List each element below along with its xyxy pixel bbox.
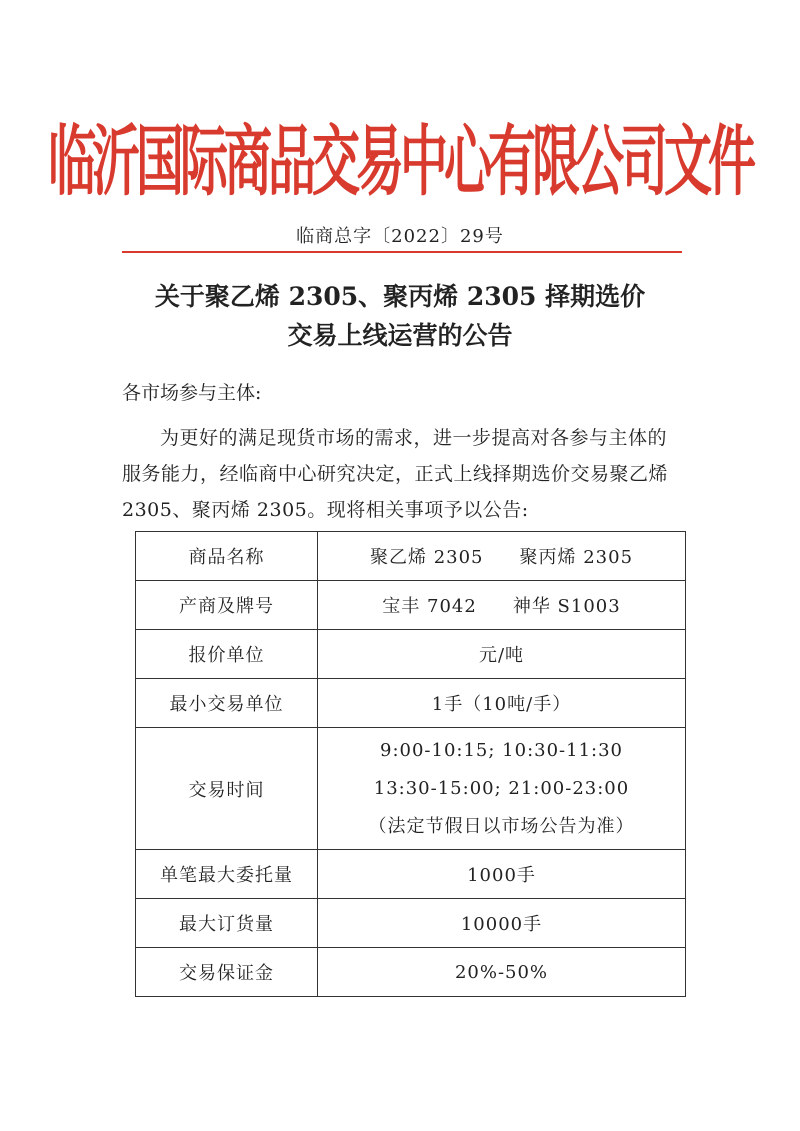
org-header-title: 临沂国际商品交易中心有限公司文件 bbox=[47, 117, 752, 208]
brand-cell bbox=[318, 581, 686, 630]
trading-hours-line2: 13:30-15:00; 21:00-23:00 bbox=[373, 777, 630, 799]
max-position-value: 10000手 bbox=[318, 899, 686, 948]
product-info-table bbox=[135, 531, 686, 997]
table-row-brand bbox=[136, 581, 686, 630]
margin-label: 交易保证金 bbox=[136, 948, 318, 997]
body-paragraph: 为更好的满足现货市场的需求，进一步提高对各参与主体的服务能力，经临商中心研究决定，正式上线择期选价交易聚乙烯 2305、聚丙烯 2305。现将相关事项予以公告: bbox=[122, 427, 669, 521]
product-name-value-a: 聚乙烯 2305 bbox=[369, 547, 484, 568]
trading-hours-label: 交易时间 bbox=[136, 728, 318, 850]
product-name-value-b: 聚丙烯 2305 bbox=[519, 547, 634, 568]
price-unit-label: 报价单位 bbox=[136, 630, 318, 679]
product-name-label: 商品名称 bbox=[136, 532, 318, 581]
table-row-max-position bbox=[136, 899, 686, 948]
document-number: 临商总字〔2022〕29号 bbox=[296, 226, 504, 247]
brand-label: 产商及牌号 bbox=[136, 581, 318, 630]
price-unit-value: 元/吨 bbox=[318, 630, 686, 679]
max-order-label: 单笔最大委托量 bbox=[136, 850, 318, 899]
trading-hours-note: （法定节假日以市场公告为准） bbox=[368, 815, 635, 837]
brand-value-a: 宝丰 7042 bbox=[382, 596, 477, 617]
product-name-cell bbox=[318, 532, 686, 581]
salutation: 各市场参与主体: bbox=[122, 382, 262, 404]
table-row-max-order bbox=[136, 850, 686, 899]
table-row-price-unit bbox=[136, 630, 686, 679]
margin-value: 20%-50% bbox=[318, 948, 686, 997]
min-unit-value: 1手（10吨/手） bbox=[318, 679, 686, 728]
table-row-margin bbox=[136, 948, 686, 997]
brand-value-b: 神华 S1003 bbox=[512, 596, 621, 617]
announcement-title-line2: 交易上线运营的公告 bbox=[287, 321, 513, 350]
red-divider-line bbox=[122, 251, 682, 253]
max-order-value: 1000手 bbox=[318, 850, 686, 899]
announcement-title-line1: 关于聚乙烯 2305、聚丙烯 2305 择期选价 bbox=[154, 282, 646, 311]
table-row-min-unit bbox=[136, 679, 686, 728]
trading-hours-cell bbox=[318, 728, 686, 850]
table-row-product-name bbox=[136, 532, 686, 581]
max-position-label: 最大订货量 bbox=[136, 899, 318, 948]
table-row-trading-hours bbox=[136, 728, 686, 850]
min-unit-label: 最小交易单位 bbox=[136, 679, 318, 728]
trading-hours-line1: 9:00-10:15; 10:30-11:30 bbox=[380, 739, 623, 761]
